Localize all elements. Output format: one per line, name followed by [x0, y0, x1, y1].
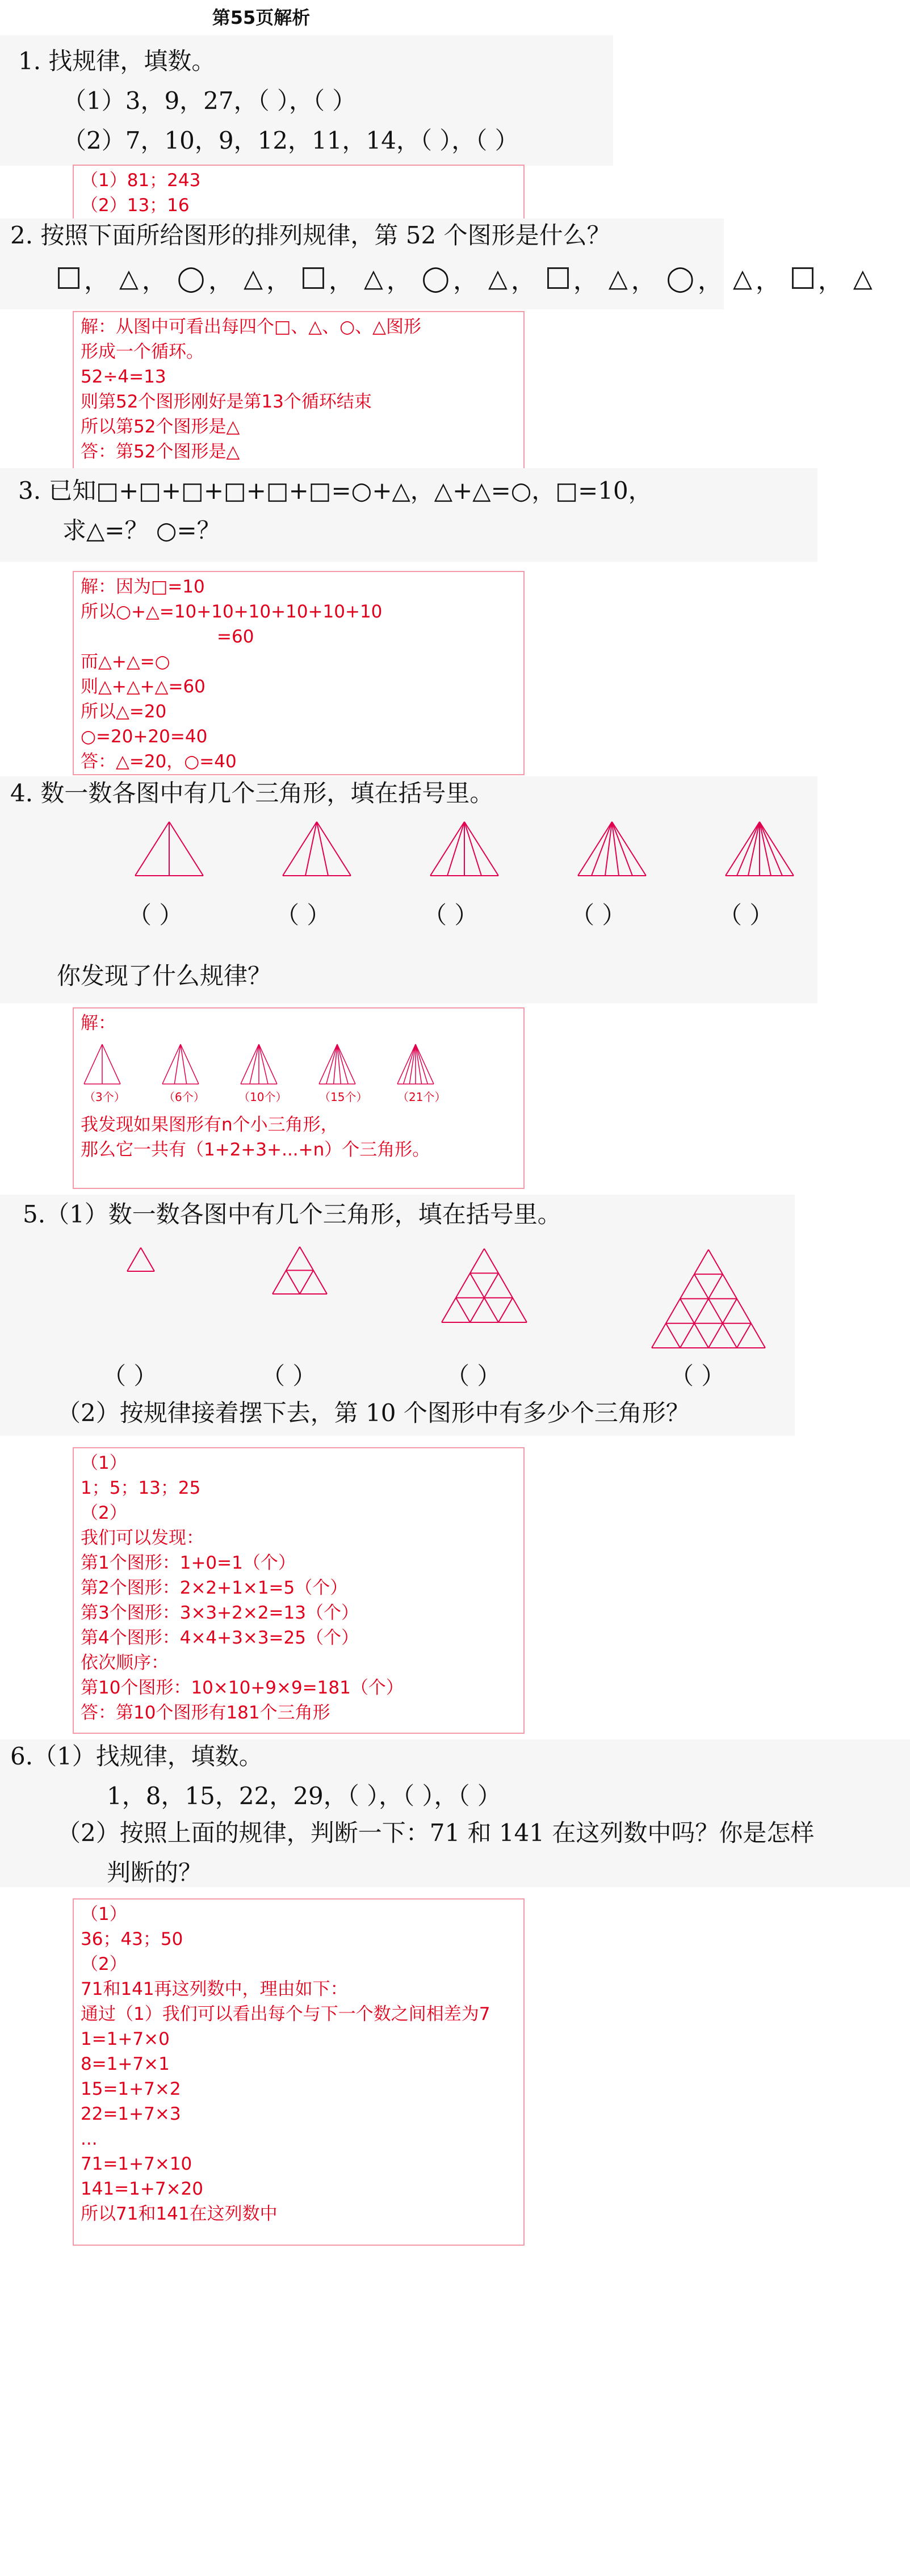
answer-line: 则第52个图形刚好是第13个循环结束 — [81, 392, 372, 412]
separator: ， — [573, 266, 598, 295]
triangle-edge — [286, 1247, 300, 1271]
question-5-blank-1[interactable]: （ ） — [102, 1362, 158, 1390]
triangle-inner-line — [416, 1044, 427, 1084]
answer-line: ... — [81, 2129, 98, 2149]
question-4-count-1: （3个） — [84, 1090, 125, 1104]
question-4-triangle-figures — [0, 817, 817, 891]
triangle-shape: △ — [608, 263, 628, 293]
triangle-inner-line — [760, 822, 782, 876]
question-3-answer-box — [73, 571, 525, 775]
answer-line: 所以71和141在这列数中 — [81, 2204, 278, 2224]
triangle-inner-line — [447, 822, 464, 876]
separator: ， — [697, 266, 723, 295]
question-5-stem: 5.（1）数一数各图中有几个三角形，填在括号里。 — [23, 1200, 561, 1228]
question-5-blank-4[interactable]: （ ） — [670, 1362, 726, 1390]
question-6-stem-2: （2）按照上面的规律，判断一下：71 和 141 在这列数中吗？你是怎样 — [57, 1819, 815, 1847]
question-1-stem: 1. 找规律，填数。 — [18, 47, 216, 75]
answer-line: 第4个图形：4×4+3×3=25（个） — [81, 1628, 359, 1648]
question-4-count-2: （6个） — [163, 1090, 205, 1104]
triangle-edge — [135, 822, 169, 876]
question-6-line-1: 1，8，15，22，29，（ ），（ ），（ ） — [107, 1782, 501, 1810]
question-4-answer-text — [74, 1112, 522, 1169]
square-shape — [547, 267, 569, 289]
triangle-edge — [680, 1323, 694, 1348]
square-shape — [58, 267, 79, 289]
triangle-edge — [723, 1298, 737, 1323]
triangle-edge — [484, 1298, 498, 1322]
triangle-edge — [694, 1323, 708, 1348]
triangle-edge — [723, 1274, 737, 1298]
question-4-blank-5[interactable]: （ ） — [718, 901, 774, 929]
answer-line: 第2个图形：2×2+1×1=5（个） — [81, 1578, 348, 1598]
triangle-edge — [708, 1274, 723, 1298]
question-3-stem-2: 求△=？ ○=？ — [62, 516, 221, 544]
separator: ， — [84, 266, 109, 295]
triangle-edge — [680, 1298, 694, 1323]
triangle-inner-line — [464, 822, 481, 876]
triangle-edge — [470, 1273, 484, 1297]
answer-line: 第10个图形：10×10+9×9=181（个） — [81, 1678, 404, 1698]
triangle-edge — [456, 1298, 470, 1322]
answer-line: 1=1+7×0 — [81, 2029, 170, 2049]
answer-line: 52÷4=13 — [81, 367, 166, 387]
question-4-blank-1[interactable]: （ ） — [128, 901, 183, 929]
triangle-edge — [470, 1249, 484, 1273]
triangle-edge — [102, 1044, 120, 1084]
triangle-edge — [169, 822, 203, 876]
triangle-edge — [313, 1270, 327, 1294]
triangle-edge — [286, 1270, 300, 1294]
question-6-stem-3: 判断的？ — [107, 1859, 203, 1886]
answer-line: 所以△=20 — [81, 701, 167, 722]
question-1-line-1: （1）3，9，27，（ ），（ ） — [62, 87, 357, 115]
triangle-edge — [513, 1298, 527, 1322]
separator: ， — [266, 266, 291, 295]
answer-line: 而△+△=○ — [81, 652, 170, 672]
triangle-edge — [272, 1270, 286, 1294]
triangle-edge — [484, 1273, 498, 1297]
triangle-edge — [300, 1270, 313, 1294]
circle-shape: ◯ — [421, 263, 450, 293]
answer-line: 答：第10个图形有181个三角形 — [81, 1703, 330, 1723]
page-title: 第55页解析 — [212, 7, 311, 28]
answer-line: （1）81；243 — [81, 170, 201, 191]
question-4-count-5: （21个） — [397, 1090, 446, 1104]
question-5-blank-2[interactable]: （ ） — [261, 1362, 317, 1390]
triangle-edge — [456, 1273, 470, 1297]
triangle-edge — [464, 822, 498, 876]
answer-line: （1） — [81, 1453, 127, 1473]
answer-line: ○=20+20=40 — [81, 726, 208, 747]
answer-line: 通过（1）我们可以看出每个与下一个数之间相差为7 — [81, 2004, 490, 2024]
answer-line: 所以○+△=10+10+10+10+10+10 — [81, 602, 383, 622]
triangle-edge — [241, 1044, 259, 1084]
separator: ， — [631, 266, 656, 295]
triangle-edge — [84, 1044, 102, 1084]
question-3-stem: 3. 已知□+□+□+□+□+□=○+△，△+△=○，□=10， — [18, 477, 652, 505]
triangle-edge — [694, 1274, 708, 1298]
answer-line: 第1个图形：1+0=1（个） — [81, 1553, 296, 1573]
triangle-edge — [666, 1323, 680, 1348]
question-5-answer-box — [73, 1447, 525, 1734]
triangle-edge — [300, 1247, 313, 1271]
answer-line: 我们可以发现： — [81, 1528, 204, 1548]
question-2-shape-sequence — [57, 260, 873, 296]
question-5-stem-2: （2）按规律接着摆下去，第 10 个图形中有多少个三角形？ — [57, 1399, 690, 1427]
separator: ， — [328, 266, 354, 295]
question-6-stem: 6.（1）找规律，填数。 — [10, 1742, 263, 1770]
triangle-edge — [723, 1323, 737, 1348]
question-4-blank-4[interactable]: （ ） — [571, 901, 626, 929]
triangle-shape: △ — [732, 263, 752, 293]
triangle-edge — [708, 1323, 723, 1348]
answer-line: 22=1+7×3 — [81, 2104, 181, 2124]
question-5-blank-3[interactable]: （ ） — [446, 1362, 501, 1390]
answer-line: （1） — [81, 1904, 127, 1924]
circle-shape: ◯ — [177, 263, 206, 293]
triangle-edge — [259, 1044, 277, 1084]
answer-line: 所以第52个图形是△ — [81, 417, 240, 437]
triangle-edge — [442, 1298, 456, 1322]
answer-line: 1；5；13；25 — [81, 1478, 201, 1498]
triangle-edge — [470, 1298, 484, 1322]
answer-line: 我发现如果图形有n个小三角形， — [81, 1115, 338, 1135]
answer-line: （2） — [81, 1954, 127, 1974]
answer-line: （2） — [81, 1503, 127, 1523]
triangle-shape: △ — [488, 263, 508, 293]
answer-line: 解：从图中可看出每四个□、△、○、△图形 — [81, 317, 422, 337]
answer-line: （2）13；16 — [81, 195, 190, 216]
answer-line: 71=1+7×10 — [81, 2154, 192, 2174]
answer-line: 8=1+7×1 — [81, 2054, 170, 2074]
square-shape — [303, 267, 324, 289]
square-shape — [792, 267, 813, 289]
triangle-edge — [498, 1298, 513, 1322]
question-6-answer-box — [73, 1898, 525, 2246]
question-4-answer-figures — [73, 1041, 525, 1087]
separator: ， — [453, 266, 479, 295]
answer-line: 第3个图形：3×3+2×2=13（个） — [81, 1603, 359, 1623]
question-1-answer-box — [73, 165, 525, 221]
answer-line: 15=1+7×2 — [81, 2079, 181, 2099]
triangle-edge — [680, 1274, 694, 1298]
separator: ， — [208, 266, 234, 295]
separator: ， — [141, 266, 167, 295]
triangle-shape: △ — [244, 263, 263, 293]
triangle-shape: △ — [363, 263, 383, 293]
answer-line: 那么它一共有（1+2+3+...+n）个三角形。 — [81, 1140, 430, 1160]
question-4-question-2: 你发现了什么规律？ — [57, 962, 272, 990]
triangle-edge — [127, 1247, 141, 1271]
question-4-blank-2[interactable]: （ ） — [275, 901, 331, 929]
question-4-count-4: （15个） — [319, 1090, 368, 1104]
triangle-shape: △ — [119, 263, 139, 293]
triangle-edge — [498, 1273, 513, 1297]
answer-line: 解：因为□=10 — [81, 577, 205, 597]
question-4-count-3: （10个） — [238, 1090, 287, 1104]
triangle-edge — [141, 1247, 154, 1271]
triangle-edge — [751, 1323, 765, 1348]
question-4-blank-3[interactable]: （ ） — [423, 901, 479, 929]
question-1-line-2: （2）7，10，9，12，11，14，（ ），（ ） — [62, 127, 519, 154]
answer-line: 71和141再这列数中，理由如下： — [81, 1979, 348, 1999]
question-2-answer-box — [73, 311, 525, 472]
separator: ， — [817, 266, 843, 295]
triangle-edge — [737, 1323, 751, 1348]
triangle-edge — [708, 1298, 723, 1323]
triangle-edge — [430, 822, 464, 876]
triangle-edge — [484, 1249, 498, 1273]
triangle-edge — [737, 1298, 751, 1323]
answer-line: 答：△=20，○=40 — [81, 751, 237, 772]
answer-line: 答：第52个图形是△ — [81, 442, 240, 462]
answer-line: 形成一个循环。 — [81, 342, 204, 362]
triangle-edge — [666, 1298, 680, 1323]
answer-line: 141=1+7×20 — [81, 2179, 203, 2199]
answer-line: 依次顺序： — [81, 1653, 169, 1673]
triangle-inner-line — [737, 822, 760, 876]
question-5-triangle-figures — [0, 1237, 795, 1351]
triangle-edge — [694, 1250, 708, 1274]
answer-line: 36；43；50 — [81, 1929, 183, 1949]
triangle-shape: △ — [853, 263, 873, 293]
triangle-edge — [708, 1250, 723, 1274]
question-2-stem: 2. 按照下面所给图形的排列规律，第 52 个图形是什么？ — [10, 221, 611, 249]
separator: ， — [510, 266, 536, 295]
triangle-inner-line — [259, 1044, 268, 1084]
separator: ， — [755, 266, 781, 295]
answer-line: =60 — [217, 627, 254, 647]
triangle-inner-line — [250, 1044, 259, 1084]
separator: ， — [386, 266, 412, 295]
triangle-inner-line — [404, 1044, 416, 1084]
circle-shape: ◯ — [666, 263, 694, 293]
question-4-stem: 4. 数一数各图中有几个三角形，填在括号里。 — [10, 779, 494, 807]
triangle-edge — [652, 1323, 666, 1348]
answer-line: 则△+△+△=60 — [81, 676, 206, 697]
question-4-answer-title: 解： — [81, 1013, 116, 1033]
triangle-edge — [694, 1298, 708, 1323]
